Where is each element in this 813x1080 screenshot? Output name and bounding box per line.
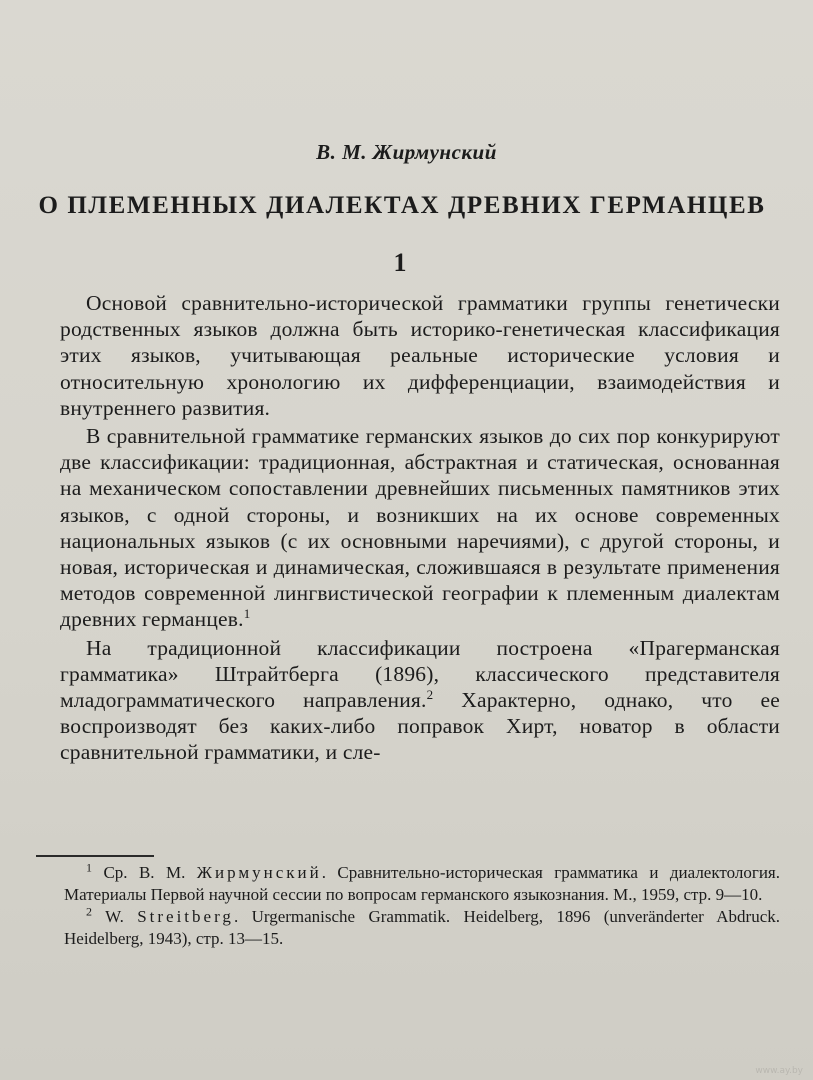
footnote-divider <box>36 855 154 857</box>
article-title: О ПЛЕМЕННЫХ ДИАЛЕКТАХ ДРЕВНИХ ГЕРМАНЦЕВ <box>38 192 766 219</box>
paragraph-2-text: В сравнительной грамматике германских языков до сих пор конкурируют две классификации: традиционная, абстрактная и статическая, основанная на механическом сопоставлении древнейших письменных памятников этих языков, с одной стороны, и возникших на их основе современных национальных языков (с их основными наречиями), с другой стороны, и новая, историческая и динамическая, сложившаяся в результате применения методов современной лингвистической географии к племенным диалектам древних германцев. <box>60 424 780 632</box>
author-name: В. М. Жирмунский <box>316 140 497 164</box>
footnote-1-mark: 1 <box>86 860 92 875</box>
footnote-2-text: . Urgermanische Grammatik. Heidelberg, 1896 (unveränderter Abdruck. Heidelberg, 1943), стр. 13—15. <box>64 907 780 948</box>
section-number: 1 <box>393 248 407 277</box>
footnote-2-prefix: W. <box>105 907 138 926</box>
paragraph-2 <box>60 423 780 633</box>
footnote-1-prefix: Ср. В. М. <box>103 863 197 882</box>
footnotes <box>64 862 780 950</box>
footnote-2 <box>64 906 780 949</box>
watermark: www.ay.by <box>755 1066 803 1076</box>
paragraph-3-text-a: На традиционной классификации построена «Прагерманская грамматика» Штрайтберга (1896), классического представителя младограмматического направления. <box>60 635 780 713</box>
footnote-1 <box>64 862 780 905</box>
footnote-2-mark: 2 <box>86 904 92 919</box>
paragraph-3 <box>60 635 780 766</box>
footnote-2-author: Streitberg <box>137 907 234 926</box>
paragraph-1: Основой сравнительно-исторической грамматики группы генетически родственных языков должна быть историко-генетическая классификация этих языков, учитывающая реальные исторические условия и относительную хронологию их дифференциации, взаимодействия и внутреннего развития. <box>60 291 780 420</box>
paragraph-3-text-b: Характерно, однако, что ее воспроизводят без каких-либо поправок Хирт, новатор в области сравнительной грамматики, и сле- <box>60 688 780 765</box>
footnote-ref-2: 2 <box>426 686 434 702</box>
body-text <box>60 290 780 768</box>
footnote-1-author: Жирмунский <box>196 863 322 882</box>
footnote-ref-1: 1 <box>243 606 251 622</box>
footnote-1-text: . Сравнительно-историческая грамматика и диалектология. Материалы Первой научной сессии по вопросам германского языкознания. М., 1959, стр. 9—10. <box>64 863 780 904</box>
